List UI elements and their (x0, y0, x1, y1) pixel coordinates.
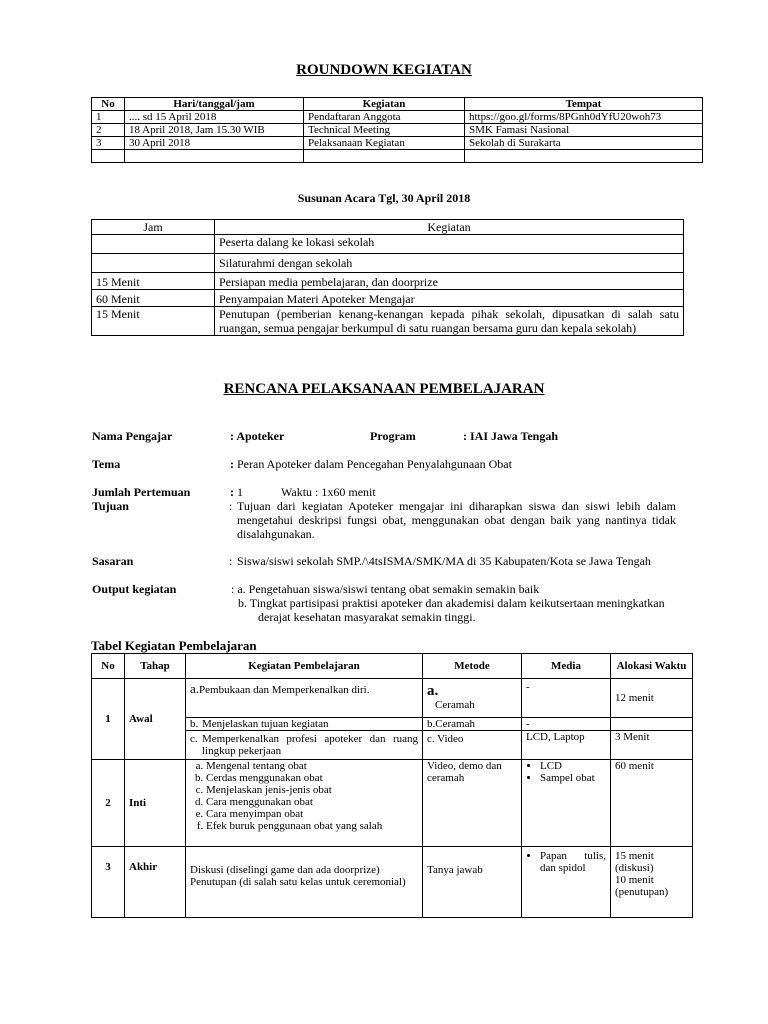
col-metode: Metode (423, 654, 522, 679)
cell: 3 (92, 847, 125, 918)
tujuan-value: Tujuan dari kegiatan Apoteker mengajar ini diharapkan siswa dan siswi lebih dalam mengetahui deskripsi fungsi obat, menggunakan obat dengan baik yang nantinya tidak disalahgunakan. (237, 499, 676, 541)
cell: 3 (92, 137, 125, 150)
cell: Inti (125, 760, 186, 847)
program-label: Program (370, 429, 416, 443)
table-row-empty (92, 150, 703, 163)
cell: .... sd 15 April 2018 (125, 111, 304, 124)
cell: 60 Menit (92, 290, 215, 307)
cell (92, 235, 215, 254)
table-header-row (92, 654, 693, 679)
cell (522, 847, 611, 918)
list-item: • LCD (540, 760, 606, 772)
tema-value: : Peran Apoteker dalam Pencegahan Penyalahgunaan Obat (230, 457, 512, 471)
cell: Penutupan (pemberian kenang-kenangan kepada pihak sekolah, dipusatkan di salah satu ruangan, semua pengajar berkumpul di satu ruangan bersama guru dan kepala sekolah) (215, 307, 684, 336)
table-row (92, 847, 693, 918)
cell: - (522, 718, 611, 731)
list-item: c. Menjelaskan jenis-jenis obat (206, 784, 418, 796)
cell: b. Menjelaskan tujuan kegiatan (186, 718, 423, 731)
cell: a.Pembukaan dan Memperkenalkan diri. (186, 679, 423, 718)
tujuan-label: Tujuan (92, 499, 129, 513)
cell: Technical Meeting (304, 124, 465, 137)
tujuan-colon: : (229, 499, 233, 513)
cell: Silaturahmi dengan sekolah (215, 254, 684, 273)
cell: 15 Menit (92, 307, 215, 336)
list-item: f. Efek buruk penggunaan obat yang salah (206, 820, 418, 832)
output-label: Output kegiatan (92, 582, 177, 596)
roundown-title: ROUNDOWN KEGIATAN (296, 62, 472, 78)
cell: 1 (92, 679, 125, 760)
list-item: • Papan tulis, dan spidol (540, 850, 606, 874)
cell: 12 menit (611, 679, 693, 718)
tabel-title: Tabel Kegiatan Pembelajaran (91, 638, 257, 653)
table-row (92, 111, 703, 124)
cell: Akhir (125, 847, 186, 918)
list-item: b. Cerdas menggunakan obat (206, 772, 418, 784)
table-header-row (92, 98, 703, 111)
susunan-title: Susunan Acara Tgl, 30 April 2018 (297, 191, 471, 205)
col-alokasi: Alokasi Waktu (611, 654, 693, 679)
cell: 18 April 2018, Jam 15.30 WIB (125, 124, 304, 137)
cell: Diskusi (diselingi game dan ada doorprize) Penutupan (di salah satu kelas untuk ceremonial) (186, 847, 423, 918)
tema-label: Tema (92, 457, 121, 471)
media-list (526, 850, 606, 874)
roundown-table (91, 97, 703, 163)
nama-value: : Apoteker (230, 429, 285, 443)
sasaran-value: Siswa/siswi sekolah SMP./\4tsISMA/SMK/MA di 35 Kabupaten/Kota se Jawa Tengah (237, 554, 651, 568)
cell: LCD, Laptop (522, 731, 611, 760)
table-row (92, 290, 684, 307)
cell: 1 (92, 111, 125, 124)
nama-label: Nama Pengajar (92, 429, 173, 443)
cell (522, 760, 611, 847)
cell: c. Memperkenalkan profesi apoteker dan ruang lingkup pekerjaan (186, 731, 423, 760)
sasaran-colon: : (229, 554, 233, 568)
program-value: : IAI Jawa Tengah (463, 429, 559, 443)
cell: SMK Famasi Nasional (465, 124, 703, 137)
table-row (92, 273, 684, 290)
col-tempat: Tempat (465, 98, 703, 111)
cell: Awal (125, 679, 186, 760)
table-row (92, 137, 703, 150)
cell: Pendaftaran Anggota (304, 111, 465, 124)
cell (92, 150, 125, 163)
kegiatan-table (91, 653, 693, 918)
cell: Sekolah di Surakarta (465, 137, 703, 150)
col-tahap: Tahap (125, 654, 186, 679)
cell: 30 April 2018 (125, 137, 304, 150)
table-row (92, 760, 693, 847)
table-row (92, 679, 693, 718)
cell: Video, demo dan ceramah (423, 760, 522, 847)
cell: c. Video (423, 731, 522, 760)
cell: Penyampaian Materi Apoteker Mengajar (215, 290, 684, 307)
cell: Pelaksanaan Kegiatan (304, 137, 465, 150)
cell: 3 Menit (611, 731, 693, 760)
jumlah-label: Jumlah Pertemuan (92, 485, 191, 499)
cell: Tanya jawab (423, 847, 522, 918)
cell: 15 menit (diskusi) 10 menit (penutupan) (611, 847, 693, 918)
waktu-value: Waktu : 1x60 menit (281, 485, 376, 499)
rpp-title: RENCANA PELAKSANAAN PEMBELAJARAN (223, 381, 545, 397)
cell (125, 150, 304, 163)
list-item: d. Cara menggunakan obat (206, 796, 418, 808)
cell: b.Ceramah (423, 718, 522, 731)
cell (611, 718, 693, 731)
cell (465, 150, 703, 163)
sasaran-label: Sasaran (92, 554, 134, 568)
susunan-table (91, 219, 684, 336)
col-jam: Jam (92, 220, 215, 235)
list-item: e. Cara menyimpan obat (206, 808, 418, 820)
table-row (92, 307, 684, 336)
cell: 2 (92, 124, 125, 137)
col-kegiatan: Kegiatan Pembelajaran (186, 654, 423, 679)
list-item: a. Mengenal tentang obat (206, 760, 418, 772)
col-kegiatan: Kegiatan (215, 220, 684, 235)
jumlah-value: : 1 (230, 485, 243, 499)
col-no: No (92, 654, 125, 679)
cell: Peserta dalang ke lokasi sekolah (215, 235, 684, 254)
cell: 15 Menit (92, 273, 215, 290)
table-row (92, 235, 684, 254)
table-row (92, 124, 703, 137)
cell: a. Ceramah (423, 679, 522, 718)
col-kegiatan: Kegiatan (304, 98, 465, 111)
table-row (92, 254, 684, 273)
output-a: : a. Pengetahuan siswa/siswi tentang obat semakin semakin baik (231, 582, 540, 596)
table-header-row (92, 220, 684, 235)
cell (304, 150, 465, 163)
list-item: • Sampel obat (540, 772, 606, 784)
cell: 60 menit (611, 760, 693, 847)
output-b: b. Tingkat partisipasi praktisi apoteker dan akademisi dalam keikutsertaan meningkatkan derajat kesehatan masyarakat semakin tinggi. (238, 596, 665, 624)
col-no: No (92, 98, 125, 111)
cell (186, 760, 423, 847)
cell: - (522, 679, 611, 718)
cell (92, 254, 215, 273)
cell: 2 (92, 760, 125, 847)
cell: Persiapan media pembelajaran, dan doorprize (215, 273, 684, 290)
inti-list (190, 760, 418, 832)
col-media: Media (522, 654, 611, 679)
col-hari: Hari/tanggal/jam (125, 98, 304, 111)
form-link: https://goo.gl/forms/8PGnh0dYfU20woh73 (465, 111, 703, 124)
media-list (526, 760, 606, 784)
